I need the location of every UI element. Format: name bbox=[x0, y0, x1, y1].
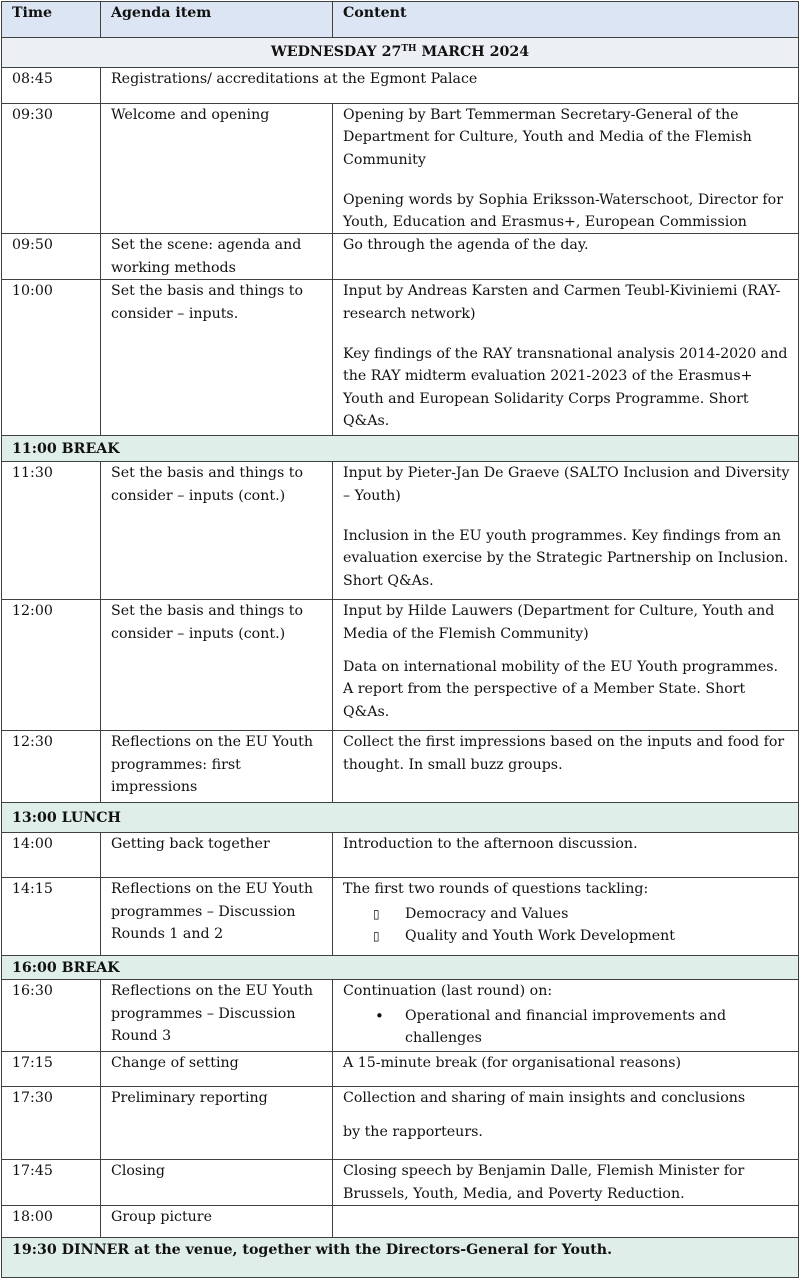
agenda-table bbox=[1, 1, 799, 1278]
content-cell bbox=[333, 878, 799, 956]
agenda-row bbox=[2, 280, 799, 436]
content-paragraph: The first two rounds of questions tackling: bbox=[343, 881, 649, 898]
time-cell: 14:15 bbox=[2, 878, 101, 956]
content-paragraph: Opening by Bart Temmerman Secretary-General of the Department for Culture, Youth and Media of the Flemish Community bbox=[343, 107, 752, 168]
content-paragraph: Input by Pieter-Jan De Graeve (SALTO Inclusion and Diversity – Youth) bbox=[343, 465, 790, 504]
content-cell: Introduction to the afternoon discussion. bbox=[333, 833, 799, 878]
agenda-row bbox=[2, 68, 799, 104]
header-content: Content bbox=[333, 2, 799, 38]
content-cell bbox=[333, 1087, 799, 1160]
content-paragraph: Inclusion in the EU youth programmes. Key findings from an evaluation exercise by the Strategic Partnership on Inclusion. Short Q&As. bbox=[343, 528, 789, 589]
bullet-dot-icon: • bbox=[375, 1006, 384, 1025]
time-cell: 09:50 bbox=[2, 234, 101, 280]
agenda-item-cell: Getting back together bbox=[101, 833, 333, 878]
agenda-item-cell: Reflections on the EU Youth programmes – Discussion Rounds 1 and 2 bbox=[101, 878, 333, 956]
content-paragraph: Opening words by Sophia Eriksson-Waterschoot, Director for Youth, Education and Erasmus+, European Commission bbox=[343, 191, 783, 231]
content-paragraph: Data on international mobility of the EU Youth programmes. A report from the perspective of a Member State. Short Q&As. bbox=[343, 659, 779, 720]
time-cell: 09:30 bbox=[2, 104, 101, 234]
content-paragraph: Continuation (last round) on: bbox=[343, 983, 553, 1000]
agenda-row bbox=[2, 1206, 799, 1238]
agenda-item-cell: Set the basis and things to consider – inputs (cont.) bbox=[101, 462, 333, 600]
content-paragraph: by the rapporteurs. bbox=[343, 1123, 483, 1140]
content-cell: Go through the agenda of the day. bbox=[333, 234, 799, 280]
agenda-row bbox=[2, 878, 799, 956]
bullet-list bbox=[343, 903, 792, 948]
agenda-item-cell: Welcome and opening bbox=[101, 104, 333, 234]
agenda-row bbox=[2, 462, 799, 600]
agenda-row bbox=[2, 1087, 799, 1160]
content-paragraph: Collection and sharing of main insights and conclusions bbox=[343, 1090, 746, 1107]
lunch-row bbox=[2, 803, 799, 833]
content-cell bbox=[333, 1206, 799, 1238]
time-cell: 16:30 bbox=[2, 980, 101, 1052]
content-paragraph: Input by Hilde Lauwers (Department for Culture, Youth and Media of the Flemish Community) bbox=[343, 603, 775, 642]
agenda-row bbox=[2, 980, 799, 1052]
content-cell bbox=[333, 280, 799, 436]
content-paragraph: Input by Andreas Karsten and Carmen Teubl-Kiviniemi (RAY-research network) bbox=[343, 283, 781, 322]
agenda-row bbox=[2, 1052, 799, 1087]
agenda-item-cell: Change of setting bbox=[101, 1052, 333, 1087]
time-cell: 12:00 bbox=[2, 600, 101, 731]
list-item: ▯ Quality and Youth Work Development bbox=[343, 925, 792, 947]
content-cell: A 15-minute break (for organisational reasons) bbox=[333, 1052, 799, 1087]
header-time: Time bbox=[2, 2, 101, 38]
dinner-row bbox=[2, 1238, 799, 1278]
agenda-item-cell: Registrations/ accreditations at the Egmont Palace bbox=[101, 68, 799, 104]
agenda-item-cell: Set the scene: agenda and working methods bbox=[101, 234, 333, 280]
time-cell: 14:00 bbox=[2, 833, 101, 878]
agenda-item-cell: Set the basis and things to consider – inputs (cont.) bbox=[101, 600, 333, 731]
agenda-row bbox=[2, 600, 799, 731]
agenda-row bbox=[2, 104, 799, 234]
content-cell bbox=[333, 980, 799, 1052]
time-cell: 08:45 bbox=[2, 68, 101, 104]
break-row bbox=[2, 956, 799, 980]
agenda-item-cell: Reflections on the EU Youth programmes: first impressions bbox=[101, 731, 333, 803]
time-cell: 10:00 bbox=[2, 280, 101, 436]
break-label: 16:00 BREAK bbox=[2, 956, 799, 980]
time-cell: 17:15 bbox=[2, 1052, 101, 1087]
header-row bbox=[2, 2, 799, 38]
list-item: ▯ Democracy and Values bbox=[343, 903, 792, 925]
unrendered-glyph-box-icon: ▯ bbox=[373, 906, 380, 921]
agenda-item-cell: Preliminary reporting bbox=[101, 1087, 333, 1160]
day-heading: WEDNESDAY 27TH MARCH 2024 bbox=[2, 38, 799, 68]
list-item: • Operational and financial improvements and challenges bbox=[375, 1006, 727, 1047]
agenda-row bbox=[2, 833, 799, 878]
time-cell: 11:30 bbox=[2, 462, 101, 600]
content-cell: Closing speech by Benjamin Dalle, Flemish Minister for Brussels, Youth, Media, and Poverty Reduction. bbox=[333, 1160, 799, 1206]
break-label: 11:00 BREAK bbox=[2, 436, 799, 462]
agenda-row bbox=[2, 1160, 799, 1206]
agenda-row bbox=[2, 234, 799, 280]
dinner-label: 19:30 DINNER at the venue, together with the Directors-General for Youth. bbox=[2, 1238, 799, 1278]
content-paragraph: Key findings of the RAY transnational analysis 2014-2020 and the RAY midterm evaluation 2021-2023 of the Erasmus+ Youth and European Solidarity Corps Programme. Short Q&As. bbox=[343, 346, 788, 429]
time-cell: 17:45 bbox=[2, 1160, 101, 1206]
unrendered-glyph-box-icon: ▯ bbox=[373, 929, 380, 944]
day-row bbox=[2, 38, 799, 68]
header-agenda-item: Agenda item bbox=[101, 2, 333, 38]
time-cell: 18:00 bbox=[2, 1206, 101, 1238]
agenda-item-cell: Closing bbox=[101, 1160, 333, 1206]
content-cell bbox=[333, 104, 799, 234]
time-cell: 12:30 bbox=[2, 731, 101, 803]
lunch-label: 13:00 LUNCH bbox=[2, 803, 799, 833]
content-cell bbox=[333, 600, 799, 731]
agenda-item-cell: Set the basis and things to consider – inputs. bbox=[101, 280, 333, 436]
bullet-list bbox=[343, 1005, 792, 1050]
content-cell: Collect the first impressions based on the inputs and food for thought. In small buzz groups. bbox=[333, 731, 799, 803]
agenda-item-cell: Group picture bbox=[101, 1206, 333, 1238]
agenda-row bbox=[2, 731, 799, 803]
time-cell: 17:30 bbox=[2, 1087, 101, 1160]
content-cell bbox=[333, 462, 799, 600]
agenda-item-cell: Reflections on the EU Youth programmes – Discussion Round 3 bbox=[101, 980, 333, 1052]
break-row bbox=[2, 436, 799, 462]
